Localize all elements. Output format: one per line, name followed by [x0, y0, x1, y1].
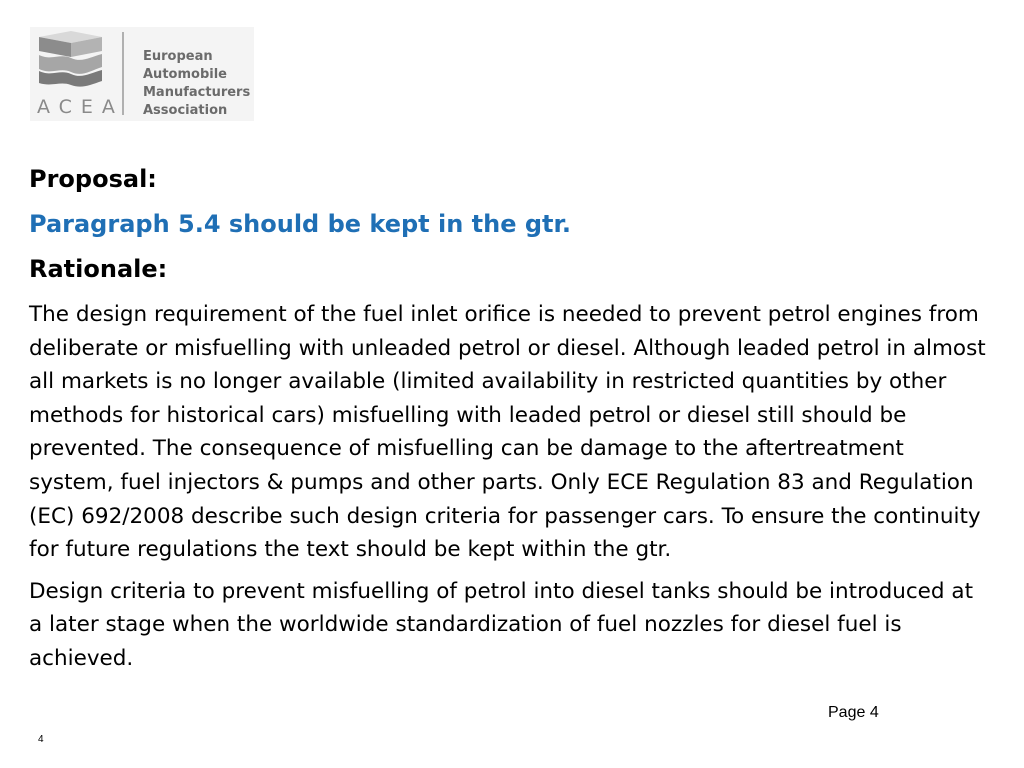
slide-content: [29, 163, 989, 684]
design-criteria-paragraph: Design criteria to prevent misfuelling of petrol into diesel tanks should be introduced at a later stage when the worldwide standardization of fuel nozzles for diesel fuel is achieved.: [29, 578, 973, 671]
logo-line: Manufacturers: [143, 85, 251, 100]
logo-line: Association: [143, 103, 228, 118]
proposal-heading: Proposal:: [29, 165, 157, 193]
logo-line: European: [143, 49, 213, 64]
logo-wordmark: [143, 48, 250, 120]
rationale-paragraph: The design requirement of the fuel inlet orifice is needed to prevent petrol engines from deliberate or misfuelling with unleaded petrol or diesel. Although leaded petrol in almost all markets is no longer available (limited availability in restricted quantities by other methods for historical cars) misfuelling with leaded petrol or diesel still should be prevented. The consequence of misfuelling can be damage to the aftertreatment system, fuel injectors & pumps and other parts. Only ECE Regulation 83 and Regulation (EC) 692/2008 describe such design criteria for passenger cars. To ensure the continuity for future regulations the text should be kept within the gtr.: [29, 302, 986, 563]
slide-number: 4: [38, 734, 44, 745]
rationale-heading: Rationale:: [29, 255, 168, 283]
logo-line: Automobile: [143, 67, 227, 82]
page-label: Page 4: [828, 704, 879, 721]
acea-logo: [30, 27, 254, 121]
logo-acronym: ACEA: [37, 96, 124, 118]
proposal-text: Paragraph 5.4 should be kept in the gtr.: [29, 210, 572, 238]
